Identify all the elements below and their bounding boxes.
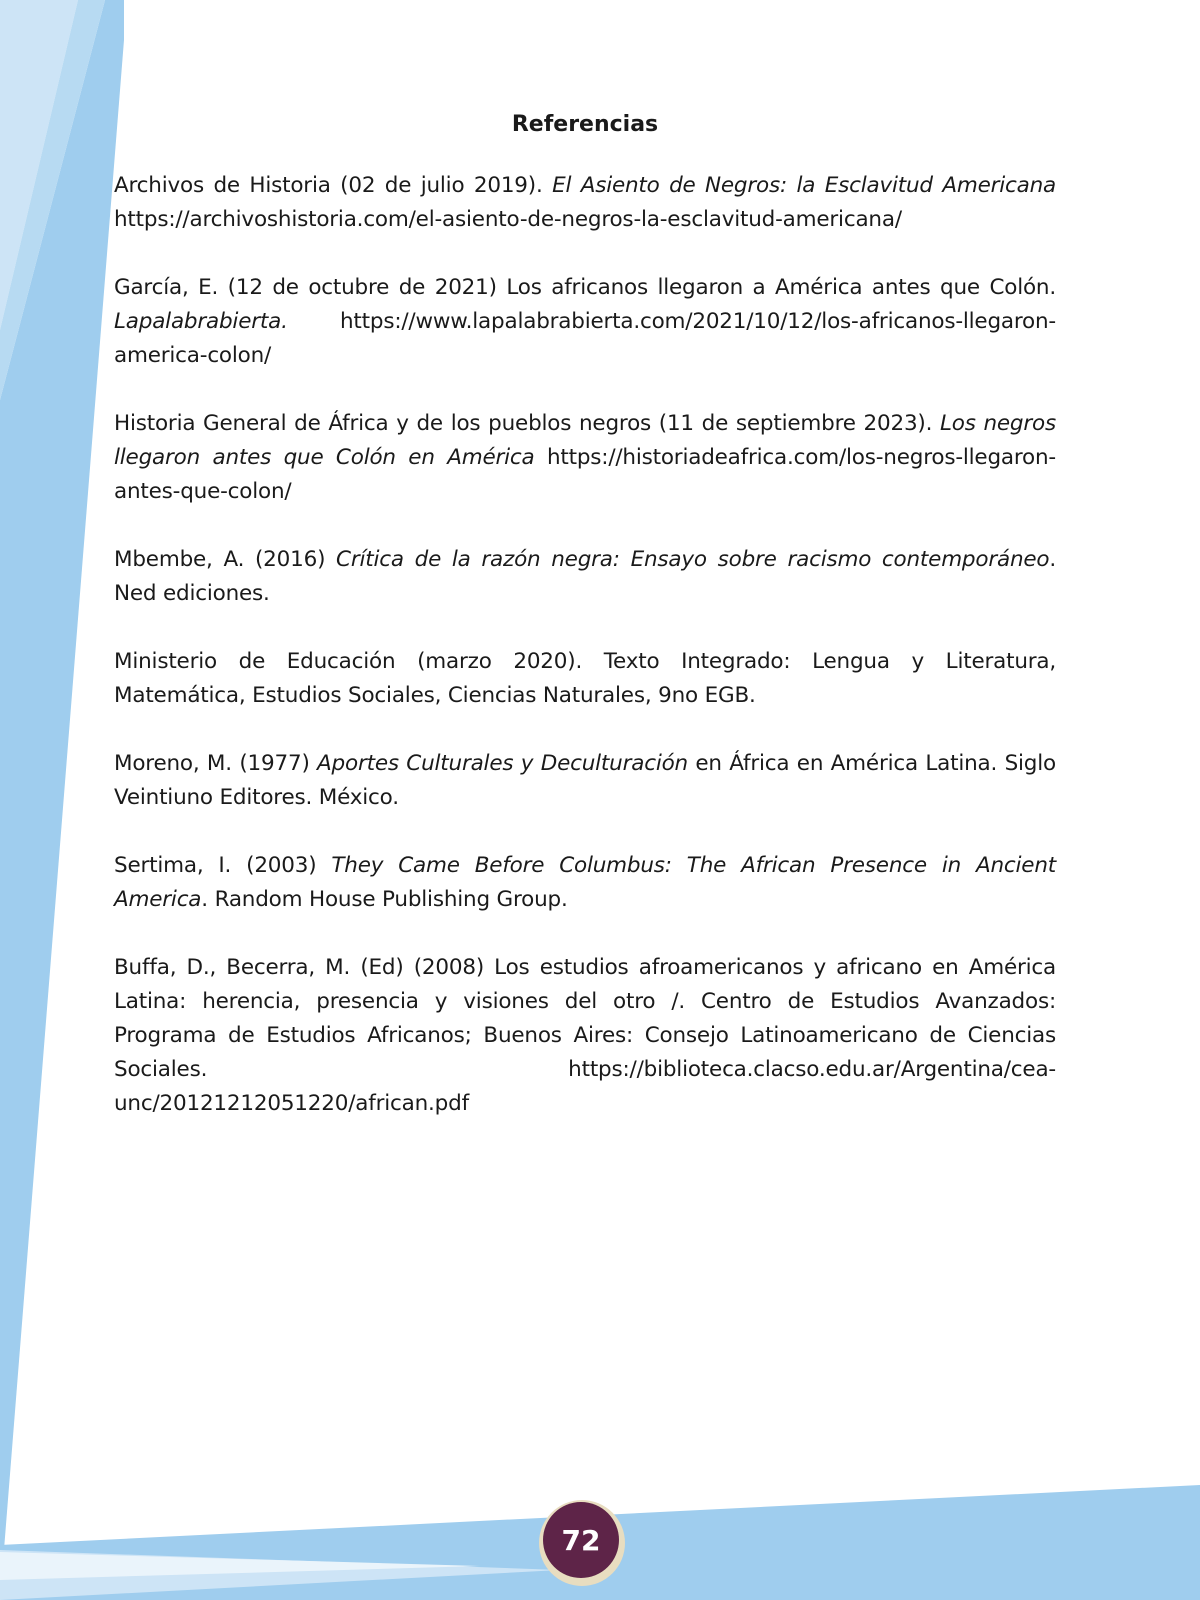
reference-text: . Random House Publishing Group. bbox=[201, 887, 568, 912]
reference-entry bbox=[114, 849, 1056, 917]
reference-text: . Ned ediciones. bbox=[114, 547, 1056, 606]
reference-entry bbox=[114, 407, 1056, 509]
page-number-badge bbox=[539, 1500, 625, 1586]
reference-text: Sertima, I. (2003) bbox=[114, 853, 332, 878]
reference-title: Los negros llegaron antes que Colón en América bbox=[114, 411, 1056, 470]
reference-text: Buffa, D., Becerra, M. (Ed) (2008) Los estudios afroamericanos y africano en América Latina: herencia, presencia y visiones del otro /. Centro de Estudios Avanzados: Programa de Estudios Africanos; Buenos Aires: Consejo Latinoamericano de Ciencias Sociales. https://biblioteca.clacso.edu.ar/Argentina/cea-unc/20121212051220/african.pdf bbox=[114, 955, 1056, 1116]
reference-title: They Came Before Columbus: The African Presence in Ancient America bbox=[114, 853, 1056, 912]
reference-text: Moreno, M. (1977) bbox=[114, 751, 318, 776]
reference-text: Historia General de África y de los pueblos negros (11 de septiembre 2023). bbox=[114, 411, 940, 436]
reference-title: Aportes Culturales y Deculturación bbox=[317, 751, 688, 776]
reference-entry bbox=[114, 951, 1056, 1121]
page-heading: Referencias bbox=[511, 112, 659, 137]
reference-entry bbox=[114, 645, 1056, 713]
reference-entry bbox=[114, 747, 1056, 815]
reference-text: en África en América Latina. Siglo Veintiuno Editores. México. bbox=[114, 751, 1056, 810]
reference-text: Ministerio de Educación (marzo 2020). Texto Integrado: Lengua y Literatura, Matemática, Estudios Sociales, Ciencias Naturales, 9no EGB. bbox=[114, 649, 1056, 708]
reference-entry bbox=[114, 271, 1056, 373]
reference-text: https://archivoshistoria.com/el-asiento-de-negros-la-esclavitud-americana/ bbox=[114, 207, 902, 232]
reference-text: Archivos de Historia (02 de julio 2019). bbox=[114, 173, 553, 198]
reference-text: https://historiadeafrica.com/los-negros-llegaron-antes-que-colon/ bbox=[114, 445, 1056, 504]
reference-title: Lapalabrabierta. bbox=[114, 309, 288, 334]
reference-text: García, E. (12 de octubre de 2021) Los africanos llegaron a América antes que Colón. bbox=[114, 275, 1056, 300]
reference-text: Mbembe, A. (2016) bbox=[114, 547, 337, 572]
references-content bbox=[114, 112, 1056, 1155]
reference-entry bbox=[114, 169, 1056, 237]
reference-entry bbox=[114, 543, 1056, 611]
page-number: 72 bbox=[543, 1502, 619, 1578]
reference-title: Crítica de la razón negra: Ensayo sobre racismo contemporáneo bbox=[336, 547, 1050, 572]
reference-text: https://www.lapalabrabierta.com/2021/10/12/los-africanos-llegaron-america-colon/ bbox=[114, 309, 1056, 368]
reference-title: El Asiento de Negros: la Esclavitud Americana bbox=[552, 173, 1057, 198]
